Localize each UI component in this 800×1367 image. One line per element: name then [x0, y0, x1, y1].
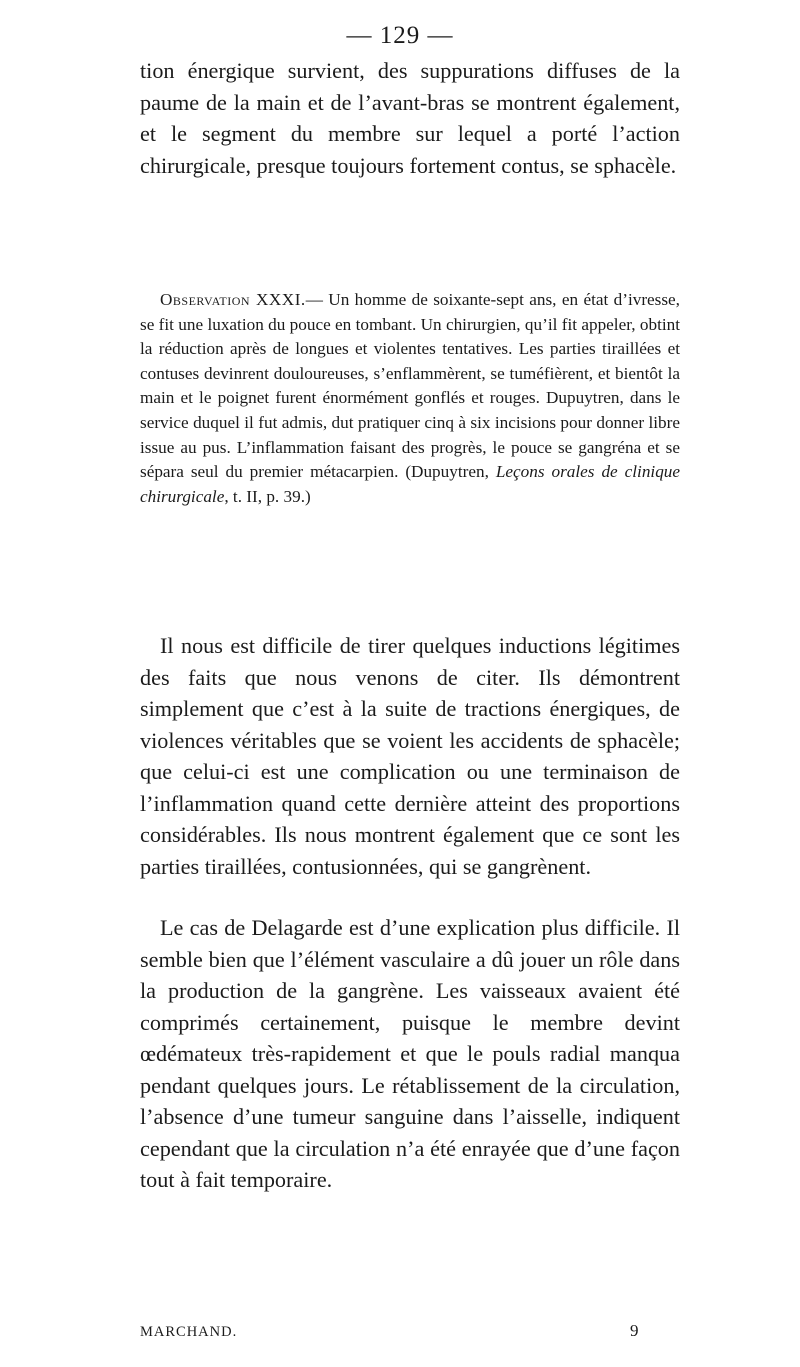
paragraph-inductions: Il nous est difficile de tirer quelques inductions légitimes des faits que nous venons de citer. Ils démontrent simplement que c’est à la suite de tractions énergiques, de violences véritables que se voient les accidents de sphacèle; que celui-ci est une complication ou une terminaison de l’inflammation quand cette dernière atteint des proportions considérables. Ils nous montrent également que ce sont les parties tiraillées, contusionnées, qui se gangrènent.	[140, 633, 680, 879]
observation-citation: , t. II, p. 39.)	[224, 486, 311, 506]
paragraph-delagarde: Le cas de Delagarde est d’une explication plus difficile. Il semble bien que l’élément vasculaire a dû jouer un rôle dans la production de la gangrène. Les vaisseaux avaient été comprimés certainement, puisque le membre devint œdémateux très-rapidement et que le pouls radial manqua pendant quelques jours. Le rétablissement de la circulation, l’absence d’une tumeur sanguine dans l’aisselle, indiquent cependant que la circulation n’a été enrayée que d’une façon tout à fait temporaire.	[140, 915, 680, 1192]
footer-sheet-number: 9	[630, 1321, 639, 1340]
observation-paragraph	[140, 288, 680, 509]
observation-text: — Un homme de soixante-sept ans, en état d’ivresse, se fit une luxation du pouce en tombant. Un chirurgien, qu’il fit appeler, obtint la réduction après de longues et violentes tentatives. Les parties tiraillées et contuses devinrent douloureuses, s’enflammèrent, se tuméfièrent, et bientôt la main et le poignet furent énormément gonflés et rouges. Dupuytren, dans le service duquel il fut admis, dut pratiquer cinq à six incisions pour donner libre issue au pus. L’inflammation faisant des progrès, le pouce se gangréna et se sépara seul du premier métacarpien. (Dupuytren,	[140, 290, 680, 482]
footer-signature: MARCHAND.	[140, 1324, 238, 1340]
book-title: Leçons orales de clinique chirurgicale	[140, 462, 681, 506]
page-number: — 129 —	[346, 22, 454, 49]
paragraph-continuation: tion énergique survient, des suppurations diffuses de la paume de la main et de l’avant-bras se montrent également, et le segment du membre sur lequel a porté l’action chirurgicale, presque toujours fortement contus, se sphacèle.	[140, 58, 680, 178]
observation-label: Observation XXXI.	[160, 290, 306, 309]
